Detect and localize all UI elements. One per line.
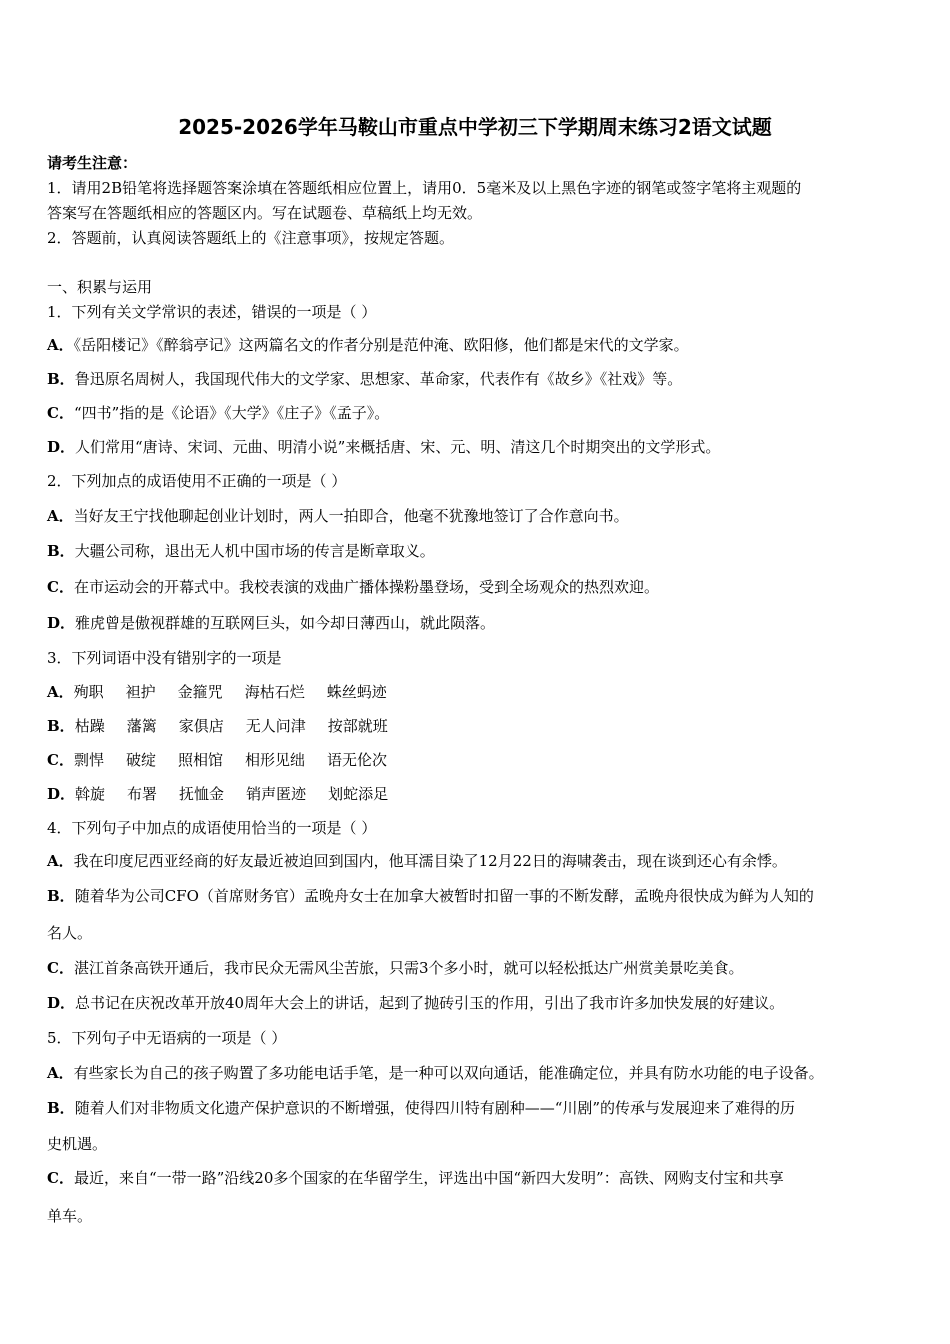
q5-option-c-cont: 单车。 xyxy=(47,1207,93,1225)
option-key: A． xyxy=(47,507,74,525)
q5-option-c xyxy=(47,1168,784,1188)
option-key: C． xyxy=(47,1169,74,1187)
word: 破绽 xyxy=(125,751,156,769)
q2-option-a xyxy=(47,506,629,526)
option-text: “四书”指的是《论语》《大学》《庄子》《孟子》。 xyxy=(73,404,390,422)
word: 语无伦次 xyxy=(327,751,388,769)
q3-option-c xyxy=(47,750,387,770)
option-text: 鲁迅原名周树人，我国现代伟大的文学家、思想家、革命家，代表作有《故乡》《社戏》等。 xyxy=(74,370,683,388)
option-key: D． xyxy=(47,614,76,632)
word: 金箍咒 xyxy=(177,683,223,701)
word: 枯躁 xyxy=(74,717,105,735)
option-key: C． xyxy=(47,578,74,596)
q3-option-d xyxy=(47,784,388,804)
option-key: B． xyxy=(47,542,75,560)
word: 相形见绌 xyxy=(245,751,306,769)
word: 剽悍 xyxy=(73,751,104,769)
q2-option-b xyxy=(47,541,435,561)
option-text: 在市运动会的开幕式中。我校表演的戏曲广播体操粉墨登场，受到全场观众的热烈欢迎。 xyxy=(73,578,659,596)
q4-option-d xyxy=(47,993,784,1013)
q4-option-a xyxy=(47,851,787,871)
word: 照相馆 xyxy=(177,751,223,769)
question-2-stem: 2．下列加点的成语使用不正确的一项是（ ） xyxy=(47,472,347,490)
option-key: D． xyxy=(47,994,76,1012)
option-key: B． xyxy=(47,1099,75,1117)
word: 抚恤金 xyxy=(179,785,225,803)
word: 殉职 xyxy=(73,683,104,701)
q5-option-b xyxy=(47,1098,795,1118)
option-key: D． xyxy=(47,438,76,456)
q4-option-c xyxy=(47,958,744,978)
q3-option-a xyxy=(47,682,387,702)
page-title: 2025-2026学年马鞍山市重点中学初三下学期周末练习2语文试题 xyxy=(178,115,772,139)
q3-option-b xyxy=(47,716,388,736)
option-key: A． xyxy=(47,336,74,354)
option-text: 湛江首条高铁开通后，我市民众无需风尘苦旅，只需3个多小时，就可以轻松抵达广州赏美景吃美食。 xyxy=(73,959,744,977)
word: 销声匿迹 xyxy=(246,785,307,803)
option-text: 当好友王宁找他聊起创业计划时，两人一拍即合，他毫不犹豫地签订了合作意向书。 xyxy=(73,507,629,525)
option-text: 随着人们对非物质文化遗产保护意识的不断增强，使得四川特有剧种——“川剧”的传承与发展迎来了难得的历 xyxy=(74,1099,796,1117)
option-text: 人们常用“唐诗、宋词、元曲、明清小说”来概括唐、宋、元、明、清这几个时期突出的文学形式。 xyxy=(75,438,721,456)
option-key: A． xyxy=(47,683,74,701)
q1-option-b xyxy=(47,369,682,389)
option-text: 随着华为公司CFO（首席财务官）孟晚舟女士在加拿大被暂时扣留一事的不断发酵，孟晚舟很快成为鲜为人知的 xyxy=(74,887,814,905)
option-text: 总书记在庆祝改革开放40周年大会上的讲话，起到了抛砖引玉的作用，引出了我市许多加快发展的好建议。 xyxy=(75,994,785,1012)
q4-option-b xyxy=(47,886,814,906)
question-1-stem: 1．下列有关文学常识的表述，错误的一项是（ ） xyxy=(47,303,377,321)
option-key: B． xyxy=(47,717,75,735)
word: 划蛇添足 xyxy=(328,785,389,803)
option-text: 《岳阳楼记》《醉翁亭记》这两篇名文的作者分别是范仲淹、欧阳修，他们都是宋代的文学家。 xyxy=(73,336,689,354)
word: 无人问津 xyxy=(245,717,306,735)
option-key: A． xyxy=(47,852,74,870)
option-text: 有些家长为自己的孩子购置了多功能电话手笔，是一种可以双向通话，能准确定位，并具有防水功能的电子设备。 xyxy=(73,1064,824,1082)
word: 袒护 xyxy=(125,683,156,701)
word: 斡旋 xyxy=(75,785,106,803)
word: 按部就班 xyxy=(327,717,388,735)
q5-option-b-cont: 史机遇。 xyxy=(47,1135,108,1153)
question-5-stem: 5．下列句子中无语病的一项是（ ） xyxy=(47,1029,287,1047)
notice-line-1: 1．请用2B铅笔将选择题答案涂填在答题纸相应位置上，请用0．5毫米及以上黑色字迹的钢笔或签字笔将主观题的 xyxy=(47,179,802,197)
option-key: B． xyxy=(47,887,75,905)
option-key: C． xyxy=(47,959,74,977)
q5-option-a xyxy=(47,1063,824,1083)
option-text: 大疆公司称，退出无人机中国市场的传言是断章取义。 xyxy=(74,542,435,560)
question-3-stem: 3．下列词语中没有错别字的一项是 xyxy=(47,649,282,667)
section-heading: 一、积累与运用 xyxy=(47,278,153,296)
word: 家俱店 xyxy=(178,717,224,735)
q1-option-a xyxy=(47,335,689,355)
word: 蛛丝蚂迹 xyxy=(326,683,387,701)
option-key: C． xyxy=(47,404,74,422)
word: 海枯石烂 xyxy=(244,683,305,701)
q2-option-d xyxy=(47,613,495,633)
option-text: 雅虎曾是傲视群雄的互联网巨头，如今却日薄西山，就此陨落。 xyxy=(75,614,496,632)
word: 布署 xyxy=(127,785,158,803)
q1-option-c xyxy=(47,403,389,423)
q4-option-b-cont: 名人。 xyxy=(47,924,93,942)
q1-option-d xyxy=(47,437,720,457)
option-key: D． xyxy=(47,785,76,803)
option-key: A． xyxy=(47,1064,74,1082)
notice-heading: 请考生注意： xyxy=(47,154,138,172)
option-text: 最近，来自“一带一路”沿线20多个国家的在华留学生，评选出中国“新四大发明”：高铁、网购支付宝和共享 xyxy=(73,1169,784,1187)
option-key: C． xyxy=(47,751,74,769)
option-key: B． xyxy=(47,370,75,388)
notice-line-3: 2．答题前，认真阅读答题纸上的《注意事项》，按规定答题。 xyxy=(47,229,455,247)
q2-option-c xyxy=(47,577,659,597)
question-4-stem: 4．下列句子中加点的成语使用恰当的一项是（ ） xyxy=(47,819,377,837)
option-text: 我在印度尼西亚经商的好友最近被迫回到国内，他耳濡目染了12月22日的海啸袭击，现在谈到还心有余悸。 xyxy=(73,852,787,870)
word: 藩篱 xyxy=(126,717,157,735)
notice-line-2: 答案写在答题纸相应的答题区内。写在试题卷、草稿纸上均无效。 xyxy=(47,204,483,222)
